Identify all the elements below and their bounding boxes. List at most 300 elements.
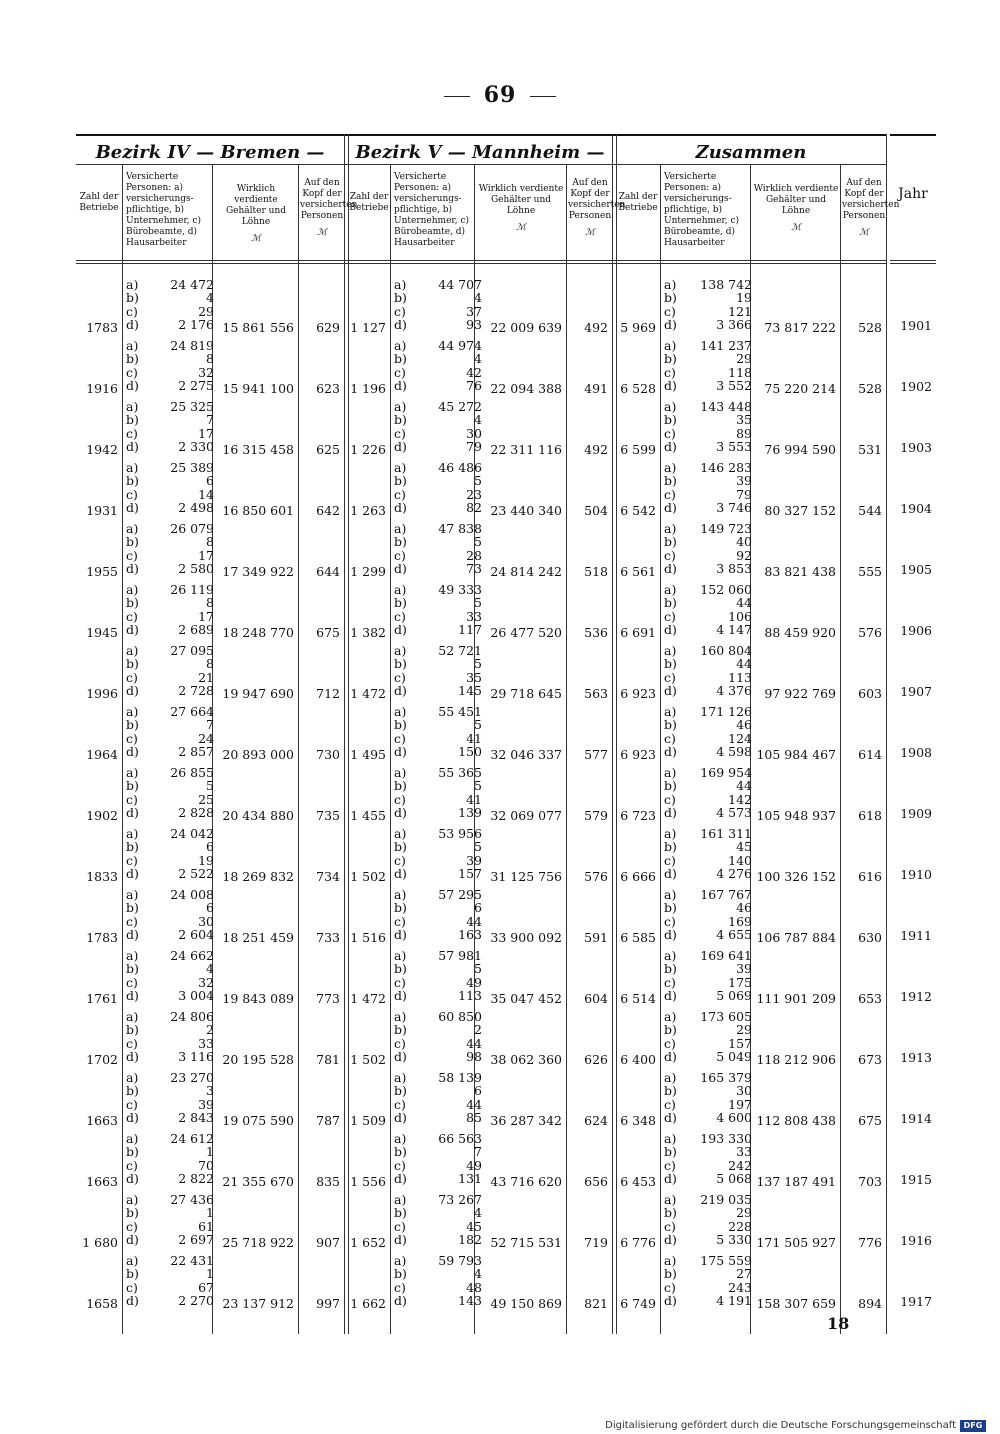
persons-value: 82 <box>466 499 482 515</box>
persons-value: 45 <box>736 839 752 855</box>
persons-value: 45 272 <box>438 399 482 414</box>
persons-value: 4 <box>474 351 482 367</box>
betriebe-count: 1 263 <box>350 503 386 518</box>
jahr-value: 1917 <box>900 1294 932 1309</box>
betriebe-count: 5 969 <box>620 320 656 335</box>
persons-cell <box>126 766 216 819</box>
persons-key: b) <box>126 1022 139 1038</box>
loehne-value: 38 062 360 <box>490 1052 562 1067</box>
betriebe-count: 6 400 <box>620 1052 656 1067</box>
table-top-rule <box>76 134 886 136</box>
persons-value: 44 <box>736 778 752 794</box>
persons-key: b) <box>394 961 407 977</box>
loehne-value: 20 434 880 <box>222 808 294 823</box>
persons-value: 4 276 <box>716 865 752 881</box>
persons-cell <box>126 461 216 514</box>
persons-value: 37 <box>466 303 482 319</box>
persons-line <box>126 888 216 901</box>
persons-key: a) <box>394 765 407 780</box>
persons-key: c) <box>394 1157 406 1173</box>
persons-line <box>664 1037 754 1050</box>
persons-cell <box>126 888 216 941</box>
header-versicherte <box>664 172 750 249</box>
kopf-value: 907 <box>316 1235 340 1250</box>
persons-value: 24 042 <box>170 826 214 841</box>
persons-value: 49 333 <box>438 582 482 597</box>
persons-cell <box>126 1193 216 1246</box>
persons-value: 2 689 <box>178 621 214 637</box>
persons-value: 76 <box>466 377 482 393</box>
persons-line <box>394 644 484 657</box>
persons-key: c) <box>664 1096 676 1112</box>
persons-value: 85 <box>466 1109 482 1125</box>
persons-key: a) <box>126 643 139 658</box>
kopf-value: 735 <box>316 808 340 823</box>
persons-key: b) <box>394 351 407 367</box>
loehne-value: 26 477 520 <box>490 625 562 640</box>
persons-line <box>664 867 754 880</box>
persons-value: 4 376 <box>716 682 752 698</box>
persons-value: 23 <box>466 486 482 502</box>
persons-key: a) <box>126 1131 139 1146</box>
persons-key: c) <box>664 730 676 746</box>
persons-key: a) <box>126 1009 139 1024</box>
digitization-credit: Digitalisierung gefördert durch die Deutsche Forschungsgemeinschaft <box>605 1420 956 1431</box>
persons-line <box>664 976 754 989</box>
persons-line <box>126 278 216 291</box>
persons-value: 3 746 <box>716 499 752 515</box>
persons-line <box>394 1281 484 1294</box>
persons-key: c) <box>394 608 406 624</box>
betriebe-count: 1 662 <box>350 1296 386 1311</box>
persons-line <box>664 745 754 758</box>
persons-key: d) <box>664 987 677 1003</box>
persons-key: c) <box>664 852 676 868</box>
persons-line <box>664 440 754 453</box>
table-row <box>76 1250 886 1311</box>
persons-value: 39 <box>198 1096 214 1112</box>
persons-value: 143 <box>458 1292 482 1308</box>
persons-value: 25 325 <box>170 399 214 414</box>
persons-line <box>126 339 216 352</box>
kopf-value: 733 <box>316 930 340 945</box>
persons-cell <box>394 522 484 575</box>
persons-line <box>664 474 754 487</box>
persons-line <box>394 522 484 535</box>
persons-key: d) <box>394 987 407 1003</box>
persons-key: b) <box>664 534 677 550</box>
persons-cell <box>394 461 484 514</box>
persons-value: 8 <box>206 534 214 550</box>
persons-value: 145 <box>458 682 482 698</box>
persons-value: 2 522 <box>178 865 214 881</box>
persons-line <box>126 684 216 697</box>
persons-key: a) <box>394 460 407 475</box>
loehne-value: 83 821 438 <box>764 564 836 579</box>
persons-cell <box>664 1254 754 1307</box>
persons-line <box>126 1037 216 1050</box>
persons-value: 55 365 <box>438 765 482 780</box>
persons-value: 5 <box>474 717 482 733</box>
persons-line <box>664 827 754 840</box>
persons-line <box>126 962 216 975</box>
persons-line <box>664 1267 754 1280</box>
persons-key: c) <box>664 669 676 685</box>
persons-value: 93 <box>466 316 482 332</box>
persons-key: c) <box>126 791 138 807</box>
persons-key: b) <box>664 351 677 367</box>
persons-line <box>126 1111 216 1124</box>
persons-value: 44 707 <box>438 277 482 292</box>
persons-line <box>126 596 216 609</box>
persons-value: 41 <box>466 791 482 807</box>
persons-value: 98 <box>466 1048 482 1064</box>
persons-value: 24 612 <box>170 1131 214 1146</box>
persons-value: 5 068 <box>716 1170 752 1186</box>
header-auf-kopf-text: Auf den Kopf der versicherten Personen <box>300 178 358 221</box>
persons-value: 39 <box>736 473 752 489</box>
betriebe-count: 1 196 <box>350 381 386 396</box>
persons-value: 49 <box>466 974 482 990</box>
header-zahl-betriebe-text: Zahl der Betriebe <box>618 192 658 213</box>
persons-key: a) <box>664 1009 677 1024</box>
persons-line <box>126 976 216 989</box>
persons-key: d) <box>126 499 139 515</box>
persons-key: c) <box>126 669 138 685</box>
persons-line <box>126 1084 216 1097</box>
persons-key: b) <box>664 778 677 794</box>
persons-key: b) <box>664 290 677 306</box>
persons-line <box>664 1071 754 1084</box>
kopf-value: 563 <box>584 686 608 701</box>
betriebe-count: 6 528 <box>620 381 656 396</box>
persons-value: 30 <box>198 913 214 929</box>
persons-line <box>664 1084 754 1097</box>
table-row <box>76 1006 886 1067</box>
persons-value: 2 697 <box>178 1231 214 1247</box>
persons-key: d) <box>394 1109 407 1125</box>
persons-line <box>126 501 216 514</box>
betriebe-count: 1 509 <box>350 1113 386 1128</box>
header-unit: ℳ <box>251 234 261 244</box>
persons-line <box>126 840 216 853</box>
loehne-value: 100 326 152 <box>756 869 836 884</box>
persons-value: 27 <box>736 1266 752 1282</box>
persons-value: 6 <box>206 839 214 855</box>
persons-value: 27 436 <box>170 1192 214 1207</box>
persons-value: 48 <box>466 1279 482 1295</box>
loehne-value: 80 327 152 <box>764 503 836 518</box>
persons-key: b) <box>394 778 407 794</box>
persons-key: b) <box>394 412 407 428</box>
persons-line <box>664 461 754 474</box>
persons-value: 113 <box>458 987 482 1003</box>
persons-value: 5 <box>474 839 482 855</box>
persons-key: b) <box>664 1083 677 1099</box>
kopf-value: 591 <box>584 930 608 945</box>
persons-cell <box>664 461 754 514</box>
persons-key: d) <box>394 1292 407 1308</box>
persons-value: 169 954 <box>700 765 752 780</box>
persons-value: 175 <box>728 974 752 990</box>
table-row <box>76 396 886 457</box>
persons-value: 29 <box>198 303 214 319</box>
persons-cell <box>664 583 754 636</box>
persons-key: d) <box>126 316 139 332</box>
persons-line <box>664 1111 754 1124</box>
kopf-value: 603 <box>858 686 882 701</box>
persons-key: a) <box>394 1131 407 1146</box>
persons-key: d) <box>126 987 139 1003</box>
persons-line <box>664 291 754 304</box>
table-row <box>76 1067 886 1128</box>
persons-key: b) <box>394 656 407 672</box>
persons-line <box>664 1132 754 1145</box>
persons-key: d) <box>126 560 139 576</box>
persons-key: a) <box>394 1253 407 1268</box>
persons-value: 24 662 <box>170 948 214 963</box>
persons-line <box>126 1233 216 1246</box>
persons-value: 3 853 <box>716 560 752 576</box>
persons-line <box>126 1193 216 1206</box>
persons-value: 89 <box>736 425 752 441</box>
persons-line <box>394 400 484 413</box>
persons-line <box>126 1071 216 1084</box>
title-rule <box>76 164 886 165</box>
header-rule <box>76 260 886 261</box>
jahr-row <box>890 457 936 518</box>
header-zahl-betriebe-text: Zahl der Betriebe <box>79 192 119 213</box>
persons-line <box>664 1281 754 1294</box>
persons-line <box>394 488 484 501</box>
persons-key: b) <box>126 1266 139 1282</box>
persons-line <box>394 657 484 670</box>
persons-value: 79 <box>736 486 752 502</box>
kopf-value: 673 <box>858 1052 882 1067</box>
betriebe-count: 1663 <box>86 1113 118 1128</box>
persons-value: 27 095 <box>170 643 214 658</box>
persons-value: 2 580 <box>178 560 214 576</box>
persons-key: a) <box>126 399 139 414</box>
persons-value: 30 <box>466 425 482 441</box>
header-versicherte-text: Versicherte Personen: a) versicherungs-pflichtige, b) Unternehmer, c) Bürobeamte, d) Hausarbeiter <box>664 172 739 248</box>
persons-value: 149 723 <box>700 521 752 536</box>
persons-key: d) <box>394 377 407 393</box>
persons-key: b) <box>126 1083 139 1099</box>
persons-line <box>126 718 216 731</box>
kopf-value: 675 <box>316 625 340 640</box>
persons-key: c) <box>664 486 676 502</box>
persons-key: c) <box>126 608 138 624</box>
persons-key: c) <box>664 791 676 807</box>
persons-value: 3 366 <box>716 316 752 332</box>
persons-line <box>664 501 754 514</box>
persons-key: b) <box>394 839 407 855</box>
betriebe-count: 1 502 <box>350 1052 386 1067</box>
persons-value: 28 <box>466 547 482 563</box>
persons-cell <box>126 1071 216 1124</box>
table-row <box>76 640 886 701</box>
persons-cell <box>664 400 754 453</box>
persons-cell <box>394 827 484 880</box>
persons-line <box>126 671 216 684</box>
persons-cell <box>394 400 484 453</box>
persons-key: a) <box>394 277 407 292</box>
loehne-value: 106 787 884 <box>756 930 836 945</box>
jahr-row <box>890 1250 936 1311</box>
persons-key: b) <box>126 961 139 977</box>
persons-line <box>394 1037 484 1050</box>
header-zahl-betriebe <box>616 192 660 214</box>
betriebe-count: 6 776 <box>620 1235 656 1250</box>
persons-value: 29 <box>736 351 752 367</box>
persons-line <box>664 901 754 914</box>
persons-value: 142 <box>728 791 752 807</box>
jahr-value: 1901 <box>900 318 932 333</box>
persons-line <box>126 1267 216 1280</box>
persons-value: 19 <box>736 290 752 306</box>
persons-cell <box>126 278 216 331</box>
persons-key: a) <box>664 643 677 658</box>
persons-line <box>664 522 754 535</box>
persons-key: d) <box>126 1048 139 1064</box>
persons-key: b) <box>394 1083 407 1099</box>
persons-value: 3 552 <box>716 377 752 393</box>
jahr-value: 1910 <box>900 867 932 882</box>
persons-key: c) <box>664 1035 676 1051</box>
persons-line <box>664 888 754 901</box>
persons-line <box>394 1233 484 1246</box>
persons-key: a) <box>664 948 677 963</box>
persons-value: 5 <box>474 595 482 611</box>
betriebe-count: 1 382 <box>350 625 386 640</box>
persons-value: 113 <box>728 669 752 685</box>
betriebe-count: 1 502 <box>350 869 386 884</box>
persons-value: 17 <box>198 547 214 563</box>
persons-line <box>394 806 484 819</box>
kopf-value: 614 <box>858 747 882 762</box>
persons-line <box>394 596 484 609</box>
persons-line <box>664 989 754 1002</box>
persons-line <box>664 732 754 745</box>
betriebe-count: 1 680 <box>82 1235 118 1250</box>
persons-key: b) <box>664 1144 677 1160</box>
persons-key: c) <box>394 425 406 441</box>
jahr-value: 1911 <box>900 928 932 943</box>
persons-value: 6 <box>474 900 482 916</box>
persons-line <box>394 1294 484 1307</box>
betriebe-count: 1 495 <box>350 747 386 762</box>
persons-line <box>126 488 216 501</box>
persons-line <box>394 1111 484 1124</box>
persons-key: d) <box>394 1231 407 1247</box>
jahr-value: 1914 <box>900 1111 932 1126</box>
persons-line <box>394 989 484 1002</box>
persons-value: 1 <box>206 1205 214 1221</box>
header-rule-2 <box>76 263 886 264</box>
persons-key: b) <box>664 1205 677 1221</box>
persons-line <box>664 583 754 596</box>
persons-value: 5 <box>206 778 214 794</box>
persons-value: 4 191 <box>716 1292 752 1308</box>
kopf-value: 626 <box>584 1052 608 1067</box>
persons-line <box>664 684 754 697</box>
persons-line <box>126 1294 216 1307</box>
persons-value: 7 <box>474 1144 482 1160</box>
persons-key: d) <box>394 865 407 881</box>
jahr-header-rule-2 <box>890 263 936 264</box>
persons-value: 141 237 <box>700 338 752 353</box>
jahr-row <box>890 335 936 396</box>
table-row <box>76 945 886 1006</box>
persons-line <box>664 1172 754 1185</box>
persons-line <box>126 766 216 779</box>
persons-value: 173 605 <box>700 1009 752 1024</box>
persons-key: c) <box>126 486 138 502</box>
table-row <box>76 823 886 884</box>
loehne-value: 31 125 756 <box>490 869 562 884</box>
kopf-value: 544 <box>858 503 882 518</box>
persons-key: c) <box>664 1279 676 1295</box>
persons-value: 23 270 <box>170 1070 214 1085</box>
persons-key: c) <box>394 669 406 685</box>
loehne-value: 16 315 458 <box>222 442 294 457</box>
betriebe-count: 6 453 <box>620 1174 656 1189</box>
betriebe-count: 1 556 <box>350 1174 386 1189</box>
persons-key: c) <box>394 547 406 563</box>
loehne-value: 20 893 000 <box>222 747 294 762</box>
kopf-value: 656 <box>584 1174 608 1189</box>
persons-value: 2 330 <box>178 438 214 454</box>
persons-line <box>394 793 484 806</box>
persons-value: 5 <box>474 778 482 794</box>
table-row <box>76 701 886 762</box>
persons-value: 143 448 <box>700 399 752 414</box>
persons-key: d) <box>126 621 139 637</box>
persons-key: d) <box>664 1109 677 1125</box>
persons-key: c) <box>394 486 406 502</box>
persons-line <box>664 366 754 379</box>
persons-value: 2 176 <box>178 316 214 332</box>
persons-value: 5 <box>474 473 482 489</box>
loehne-value: 137 187 491 <box>756 1174 836 1189</box>
persons-value: 39 <box>736 961 752 977</box>
persons-key: d) <box>126 926 139 942</box>
persons-key: b) <box>126 290 139 306</box>
persons-key: c) <box>126 1218 138 1234</box>
persons-key: a) <box>126 521 139 536</box>
jahr-row <box>890 884 936 945</box>
persons-key: a) <box>394 704 407 719</box>
persons-value: 140 <box>728 852 752 868</box>
betriebe-count: 6 749 <box>620 1296 656 1311</box>
persons-value: 67 <box>198 1279 214 1295</box>
persons-line <box>126 379 216 392</box>
persons-line <box>126 779 216 792</box>
jahr-value: 1912 <box>900 989 932 1004</box>
kopf-value: 555 <box>858 564 882 579</box>
persons-line <box>394 1193 484 1206</box>
betriebe-count: 1 455 <box>350 808 386 823</box>
persons-value: 21 <box>198 669 214 685</box>
persons-key: a) <box>394 948 407 963</box>
persons-line <box>664 549 754 562</box>
persons-value: 169 <box>728 913 752 929</box>
persons-key: a) <box>126 277 139 292</box>
persons-line <box>394 318 484 331</box>
persons-line <box>394 1159 484 1172</box>
persons-cell <box>664 1132 754 1185</box>
